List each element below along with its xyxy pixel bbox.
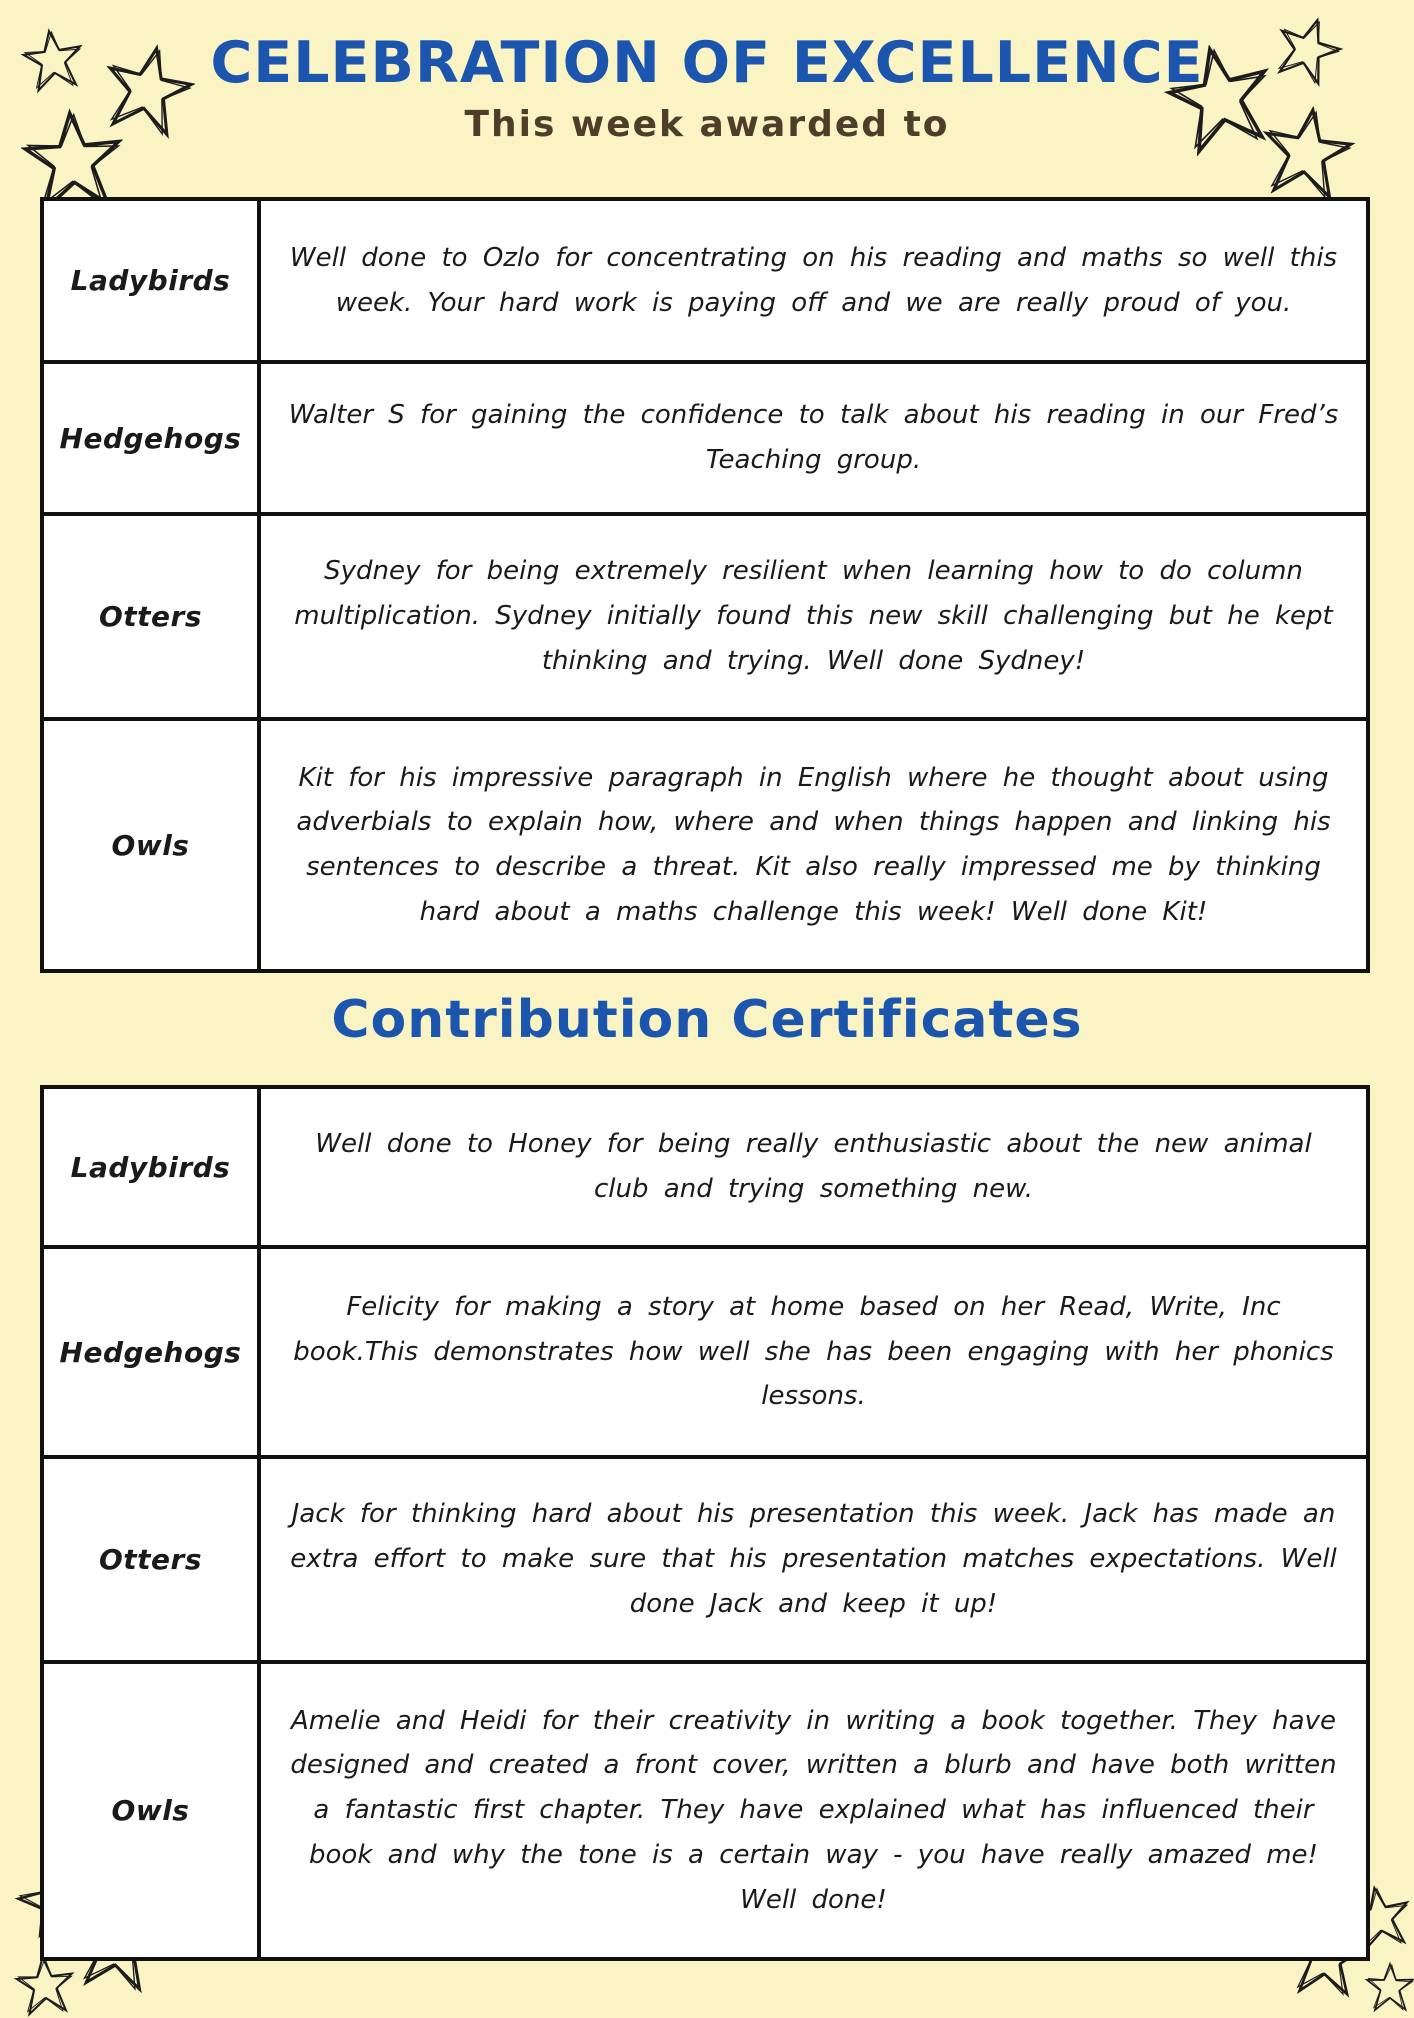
- table-row: [42, 1457, 1368, 1662]
- table-row: [42, 1662, 1368, 1959]
- group-name: Otters: [42, 1457, 259, 1662]
- excellence-awards-table: [40, 197, 1370, 973]
- award-text: Walter S for gaining the confidence to talk about his reading in our Fred’s Teaching group.: [259, 362, 1368, 514]
- page-subtitle: This week awarded to: [464, 104, 950, 145]
- table-row: [42, 514, 1368, 719]
- table-row: [42, 199, 1368, 362]
- award-text: Jack for thinking hard about his presentation this week. Jack has made an extra effort to make sure that his presentation matches expectations. Well done Jack and keep it up!: [259, 1457, 1368, 1662]
- award-text: Sydney for being extremely resilient when learning how to do column multiplication. Sydney initially found this new skill challenging but he kept thinking and trying. Well done Sydney!: [259, 514, 1368, 719]
- group-name: Ladybirds: [42, 1087, 259, 1247]
- group-name: Otters: [42, 514, 259, 719]
- table-row: [42, 719, 1368, 971]
- table-row: [42, 1247, 1368, 1457]
- table-row: [42, 1087, 1368, 1247]
- award-text: Well done to Ozlo for concentrating on his reading and maths so well this week. Your hard work is paying off and we are really proud of you.: [259, 199, 1368, 362]
- group-name: Owls: [42, 719, 259, 971]
- table-row: [42, 362, 1368, 514]
- group-name: Ladybirds: [42, 199, 259, 362]
- star-icon: [1356, 1962, 1414, 2012]
- contribution-certificates-table: [40, 1085, 1370, 1961]
- group-name: Owls: [42, 1662, 259, 1959]
- award-text: Well done to Honey for being really enthusiastic about the new animal club and trying something new.: [259, 1087, 1368, 1247]
- award-text: Amelie and Heidi for their creativity in writing a book together. They have designed and created a front cover, written a blurb and have both written a fantastic first chapter. They have explained what has influenced their book and why the tone is a certain way - you have really amazed me! Well done!: [259, 1662, 1368, 1959]
- star-icon: [8, 1952, 83, 2018]
- section-title-contribution-certificates: Contribution Certificates: [331, 990, 1083, 1050]
- award-text: Felicity for making a story at home based on her Read, Write, Inc book.This demonstrates how well she has been engaging with her phonics lessons.: [259, 1247, 1368, 1457]
- group-name: Hedgehogs: [42, 1247, 259, 1457]
- page-title: CELEBRATION OF EXCELLENCE: [210, 30, 1204, 96]
- award-text: Kit for his impressive paragraph in English where he thought about using adverbials to explain how, where and when things happen and linking his sentences to describe a threat. Kit also really impressed me by thinking hard about a maths challenge this week! Well done Kit!: [259, 719, 1368, 971]
- group-name: Hedgehogs: [42, 362, 259, 514]
